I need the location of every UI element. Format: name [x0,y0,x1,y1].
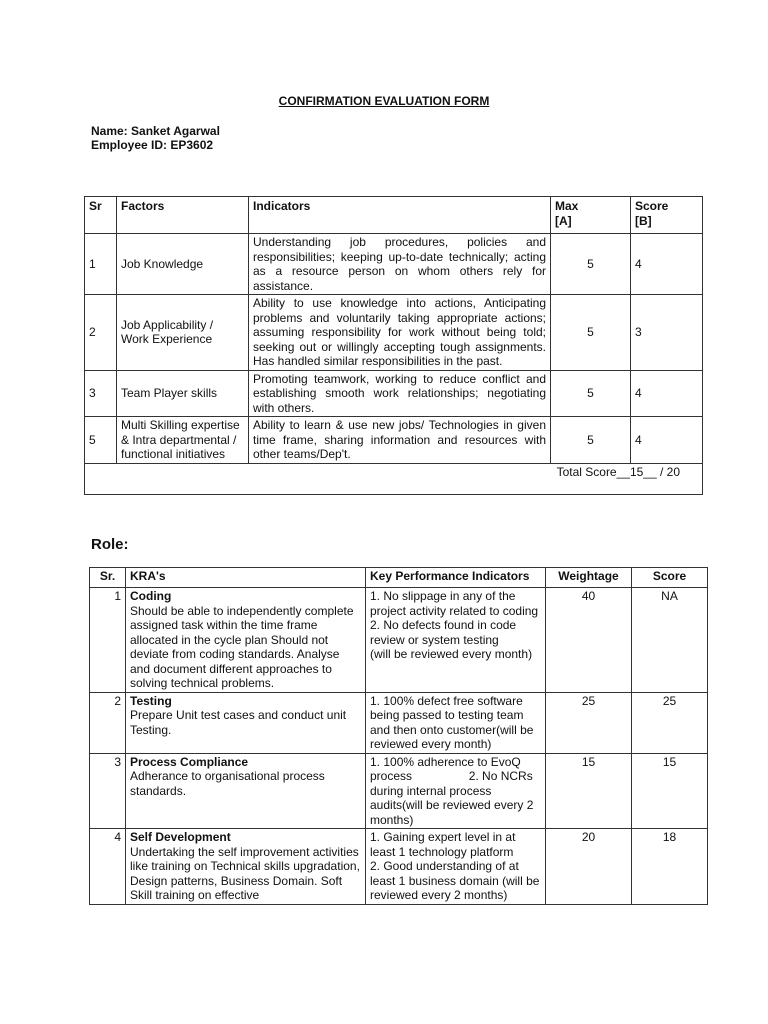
header-score-line1: Score [635,199,669,213]
kra-table [89,567,708,905]
table-row [85,370,703,417]
kra-desc: Undertaking the self improvement activities like training on Technical skills upgradation, Design patterns, Business Domain. Soft Skill training on effective [130,844,360,902]
kra-title: Self Development [130,830,231,844]
kra-score: NA [632,588,708,693]
kpi-cell [366,692,546,753]
factors-header-row [85,197,703,234]
header-max-line1: Max [555,199,579,213]
kra-sr: 4 [90,829,126,905]
row-sr: 3 [85,370,117,417]
kra-weightage: 40 [546,588,632,693]
header-score [631,197,703,234]
kpi-line: 2. Good understanding of at least 1 business domain (will be reviewed every 2 months) [370,859,540,902]
kra-sr: 2 [90,692,126,753]
row-indicators: Ability to use knowledge into actions, Anticipating problems and voluntarily taking appropriate actions; assuming responsibility for work without being told; seeking out or willingly accepting tough assignments. Has handled similar responsibilities in the past. [249,295,551,371]
kpi-line: 1. No slippage in any of the project activity related to coding [370,589,539,618]
table-row [90,829,708,905]
row-sr: 2 [85,295,117,371]
total-row [85,463,703,494]
header-score-line2: [B] [635,213,652,228]
row-score: 4 [631,417,703,464]
table-row [90,692,708,753]
header-factors: Factors [117,197,249,234]
row-max: 5 [551,370,631,417]
kra-title: Testing [130,693,172,708]
header-sr: Sr. [90,568,126,588]
header-weightage: Weightage [546,568,632,588]
row-score: 3 [631,295,703,371]
kra-desc: Should be able to independently complete assigned task within the time frame allocated in the cycle plan Should not deviate from coding standards. Analyse and document different approaches to solving technical problems. [130,603,354,690]
header-max [551,197,631,234]
row-indicators: Understanding job procedures, policies and responsibilities; keeping up-to-date technically; acting as a resource person on whom others rely for assistance. [249,234,551,295]
kra-cell [126,692,366,753]
role-heading: Role: [91,536,129,553]
table-row [90,753,708,829]
kra-cell [126,753,366,829]
kpi-line: 1. Gaining expert level in at least 1 technology platform [370,830,516,859]
kpi-cell [366,829,546,905]
row-factor: Job Applicability / Work Experience [117,295,249,371]
kpi-cell [366,753,546,829]
row-sr: 1 [85,234,117,295]
row-factor: Team Player skills [117,370,249,417]
kpi-line: 1. 100% adherence to EvoQ process 2. No NCRs during internal process audits(will be reviewed every 2 months) [370,754,537,827]
kra-weightage: 20 [546,829,632,905]
kra-score: 18 [632,829,708,905]
kra-desc: Prepare Unit test cases and conduct unit Testing. [130,708,347,737]
table-row [85,417,703,464]
kra-title: Coding [130,589,172,603]
row-factor: Multi Skilling expertise & Intra departmental / functional initiatives [117,417,249,464]
kra-cell [126,588,366,693]
kra-sr: 1 [90,588,126,693]
header-kra: KRA's [126,568,366,588]
kpi-line: (will be reviewed every month) [370,647,533,661]
row-max: 5 [551,295,631,371]
kra-sr: 3 [90,753,126,829]
row-sr: 5 [85,417,117,464]
kra-weightage: 15 [546,753,632,829]
employee-id: Employee ID: EP3602 [91,138,214,152]
kpi-line: 2. No defects found in code review or system testing [370,618,517,647]
row-max: 5 [551,234,631,295]
factors-table [84,196,703,495]
header-indicators: Indicators [249,197,551,234]
header-kpi: Key Performance Indicators [366,568,546,588]
kra-cell [126,829,366,905]
row-max: 5 [551,417,631,464]
total-score: Total Score__15__ / 20 [85,463,703,494]
employee-name: Name: Sanket Agarwal [91,124,220,138]
header-sr: Sr [85,197,117,234]
kpi-line: 1. 100% defect free software being passed to testing team and then onto customer(will be reviewed every month) [370,693,534,751]
row-score: 4 [631,370,703,417]
header-max-line2: [A] [555,213,572,228]
row-factor: Job Knowledge [117,234,249,295]
kra-score: 25 [632,692,708,753]
table-row [85,295,703,371]
row-indicators: Ability to learn & use new jobs/ Technologies in given time frame, sharing information and resources with other teams/Dep't. [249,417,551,464]
table-row [85,234,703,295]
kra-desc: Adherance to organisational process standards. [130,769,325,798]
row-score: 4 [631,234,703,295]
row-indicators: Promoting teamwork, working to reduce conflict and establishing smooth work relationships; negotiating with others. [249,370,551,417]
kra-header-row [90,568,708,588]
kra-score: 15 [632,753,708,829]
table-row [90,588,708,693]
kra-weightage: 25 [546,692,632,753]
kpi-cell [366,588,546,693]
kra-title: Process Compliance [130,754,249,769]
form-title: CONFIRMATION EVALUATION FORM [278,94,490,108]
header-score: Score [632,568,708,588]
